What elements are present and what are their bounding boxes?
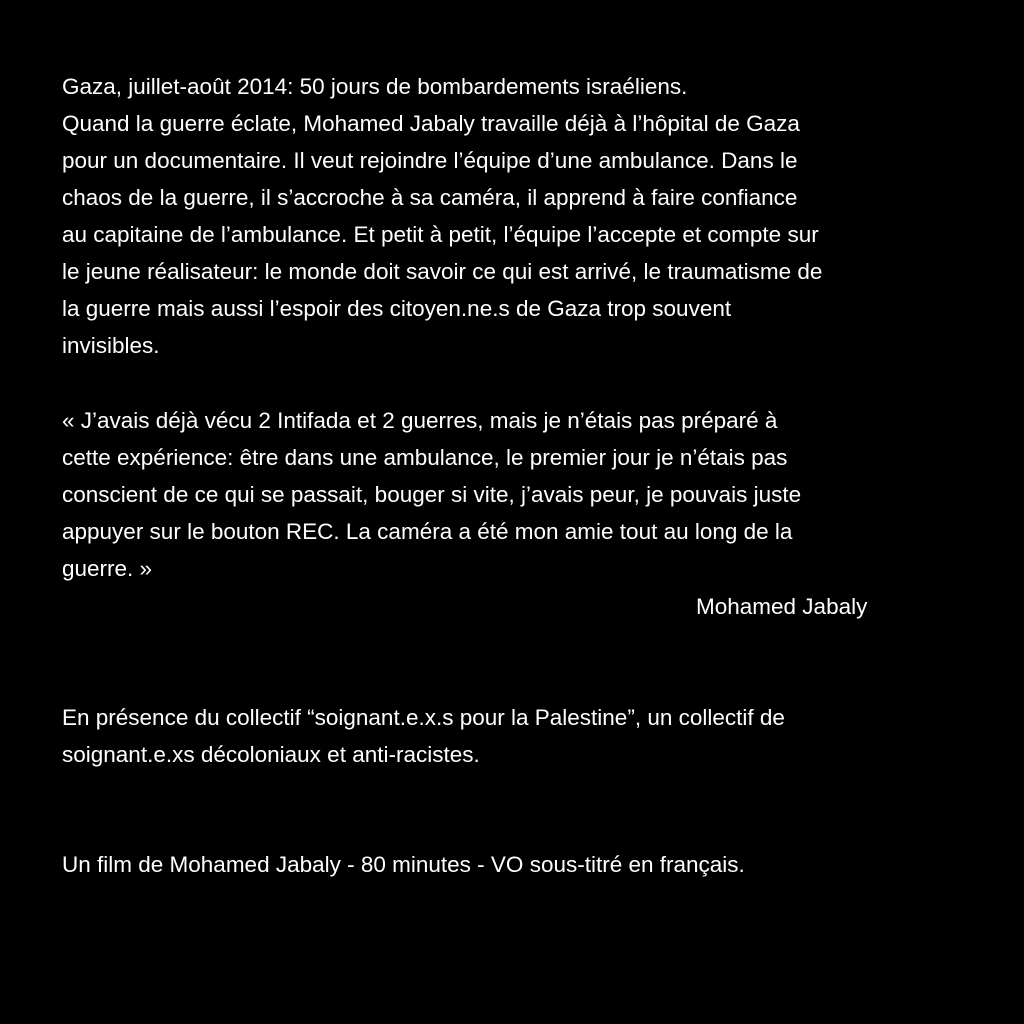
credits-paragraph [62,846,967,883]
quote-line: appuyer sur le bouton REC. La caméra a été mon amie tout au long de la [62,519,793,544]
intro-paragraph [62,68,967,364]
intro-line: au capitaine de l’ambulance. Et petit à petit, l’équipe l’accepte et compte sur [62,222,819,247]
quote-line: guerre. » [62,556,153,581]
quote-line: cette expérience: être dans une ambulance, le premier jour je n’étais pas [62,445,788,470]
quote-line: conscient de ce qui se passait, bouger si vite, j’avais peur, je pouvais juste [62,482,802,507]
quote-author: Mohamed Jabaly [696,594,868,619]
intro-line: invisibles. [62,333,160,358]
credits-line: Un film de Mohamed Jabaly - 80 minutes - VO sous-titré en français. [62,852,745,877]
quote-paragraph [62,402,967,587]
presence-line: En présence du collectif “soignant.e.x.s pour la Palestine”, un collectif de [62,705,785,730]
intro-line: pour un documentaire. Il veut rejoindre l’équipe d’une ambulance. Dans le [62,148,798,173]
intro-line: la guerre mais aussi l’espoir des citoyen.ne.s de Gaza trop souvent [62,296,732,321]
presence-paragraph [62,699,967,773]
presence-line: soignant.e.xs décoloniaux et anti-racistes. [62,742,480,767]
quote-line: « J’avais déjà vécu 2 Intifada et 2 guerres, mais je n’étais pas préparé à [62,408,778,433]
intro-line: le jeune réalisateur: le monde doit savoir ce qui est arrivé, le traumatisme de [62,259,823,284]
intro-line: chaos de la guerre, il s’accroche à sa caméra, il apprend à faire confiance [62,185,798,210]
intro-line: Quand la guerre éclate, Mohamed Jabaly travaille déjà à l’hôpital de Gaza [62,111,800,136]
intro-line: Gaza, juillet-août 2014: 50 jours de bombardements israéliens. [62,74,688,99]
